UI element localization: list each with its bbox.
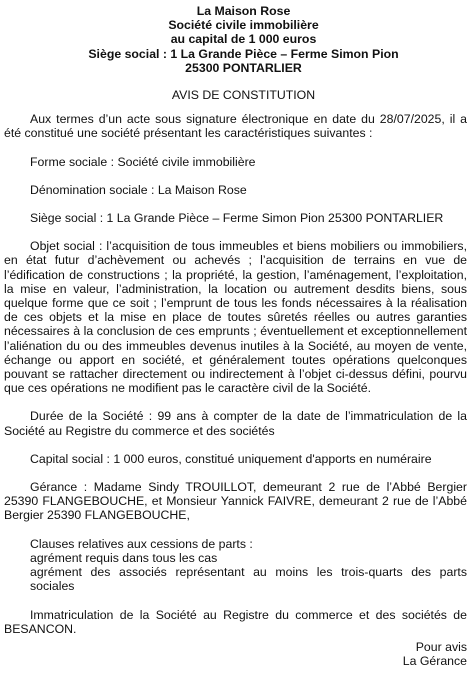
notice-title: AVIS DE CONSTITUTION bbox=[171, 88, 316, 103]
company-header bbox=[20, 4, 467, 75]
immatriculation: Immatriculation de la Société au Registre du commerce et des sociétés de BESANCON. bbox=[4, 607, 467, 636]
company-address: Siège social : 1 La Grande Pièce – Ferme Simon Pion bbox=[88, 46, 399, 61]
capital-social: Capital social : 1 000 euros, constitué uniquement d'apports en numéraire bbox=[30, 451, 432, 466]
signature-block bbox=[403, 640, 467, 668]
denomination-sociale: Dénomination sociale : La Maison Rose bbox=[30, 182, 247, 197]
objet-social: Objet social : l’acquisition de tous immeubles et biens mobiliers ou immobiliers, en état futur d’achèvement ou achevés ; l’acquisition de terrains en vue de l’édification de constructions ; la propriété, la gestion, l’aménagement, l’exploitation, la mise en valeur, l’administration, la location ou autrement desdits biens, sous quelque forme que ce soit ; l’emprunt de tous les fonds nécessaires à la réalisation de ces objets et la mise en place de toutes sûretés réelles ou autres garanties nécessaires à la conclusion de ces emprunts ; éventuellement et exceptionnellement l’aliénation du ou des immeubles devenus inutiles à la Société, au moyen de vente, échange ou apport en société, et généralement toutes opérations quelconques pouvant se rattacher directement ou indirectement à l’objet ci-dessus défini, pourvu que ces opérations ne modifient pas le caractère civil de la Société. bbox=[4, 239, 467, 396]
clauses-title: Clauses relatives aux cessions de parts : bbox=[30, 536, 253, 551]
clauses-cessions bbox=[4, 537, 467, 594]
siege-social: Siège social : 1 La Grande Pièce – Ferme Simon Pion 25300 PONTARLIER bbox=[30, 211, 444, 226]
duree-societe: Durée de la Société : 99 ans à compter de la date de l’immatriculation de la Société au Registre du commerce et des sociétés bbox=[4, 409, 467, 438]
company-capital: au capital de 1 000 euros bbox=[170, 32, 317, 47]
gerance: Gérance : Madame Sindy TROUILLOT, demeurant 2 rue de l’Abbé Bergier 25390 FLANGEBOUCHE, et Monsieur Yannick FAIVRE, demeurant 2 rue de l’Abbé Bergier 25390 FLANGEBOUCHE, bbox=[4, 480, 467, 523]
company-city: 25300 PONTARLIER bbox=[185, 60, 302, 75]
forme-sociale: Forme sociale : Société civile immobilière bbox=[30, 154, 256, 169]
company-form: Société civile immobilière bbox=[168, 18, 319, 33]
clauses-item-2: agrément des associés représentant au moins les trois-quarts des parts sociales bbox=[30, 565, 467, 594]
signature-gerance: La Gérance bbox=[402, 654, 467, 669]
clauses-item-1: agrément requis dans tous les cas bbox=[30, 550, 218, 565]
intro-paragraph: Aux termes d’un acte sous signature électronique en date du 28/07/2025, il a été constitué une société présentant les caractéristiques suivantes : bbox=[4, 112, 467, 141]
signature-pour-avis: Pour avis bbox=[415, 640, 467, 654]
company-name: La Maison Rose bbox=[196, 4, 291, 18]
